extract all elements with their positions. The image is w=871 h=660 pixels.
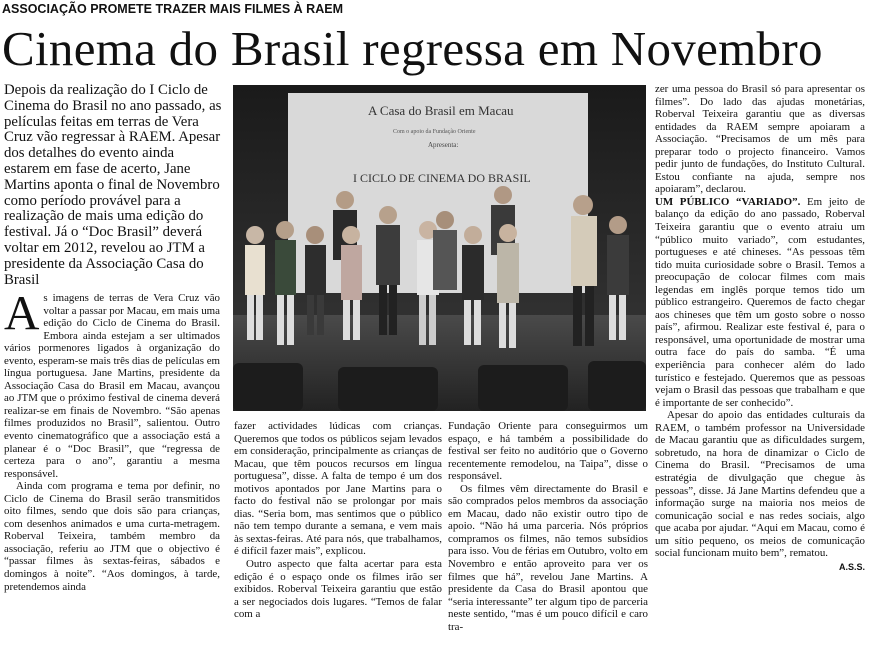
col4-paragraph-1: zer uma pessoa do Brasil só para apresentar os filmes”. Do lado das ajudas monetárias, Roberval Teixeira garantiu que as diversas entidades da RAEM sempre apoiaram a Associação. “Precisamos de um mês para preparar todo o projecto financeiro. Vamos pedir junto de fundações, do Instituto Cultural. Estou confiante na ajuda, sempre nos apoiaram”, declarou. — [655, 83, 865, 196]
subheading: UM PÚBLICO “VARIADO”. — [655, 195, 801, 208]
col3-paragraph-2: Os filmes vêm directamente do Brasil e são comprados pelos membros da associação em Macau, dado não existir outro tipo de apoio. “Não há uma parceria. Nós próprios compramos os filmes, não temos subsídios para isso. Vou de férias em Outubro, volto em Novembro e então aproveito para ver os filmes que há”, revelou Jane Martins. A presidente da Casa do Brasil apontou que “seria interessante” ter algum tipo de parceria neste sentido, “mas é um pouco difícil e caro tra- — [448, 482, 648, 633]
article-column-2 — [234, 420, 442, 621]
col1-paragraph-1: s imagens de terras de Vera Cruz vão voltar a passar por Macau, em mais uma edição do Ciclo de Cinema do Brasil. Embora ainda estejam a ser ultimados vários pormenores ligados à organização do evento, esperam-se mais três dias de películas em língua portuguesa. Jane Martins, presidente da Associação Casa do Brasil em Macau, avançou ao JTM que o próximo festival de cinema deverá realizar-se em finais de Novembro. “São apenas filmes produzidos no Brasil”, salientou. Outro evento cinematográfico que a associação está a planear é o “Doc Brasil”, que “regressa de certeza para o ano”, garantiu a mesma responsável. — [4, 292, 220, 480]
kicker: ASSOCIAÇÃO PROMETE TRAZER MAIS FILMES À RAEM — [2, 2, 862, 20]
col2-paragraph-1: fazer actividades lúdicas com crianças. Queremos que todos os públicos sejam levados em consideração, principalmente as crianças de Macau, que têm poucos recursos em língua portuguesa”, disse. A falta de tempo é um dos motivos apontados por Jane Martins para o facto do festival não se prolongar por mais dias. “Seria bom, mas sentimos que o público não tem tempo durante a semana, e vem mais às sextas-feiras. Até para nós, que trabalhamos, é difícil fazer mais”, explicou. — [234, 420, 442, 558]
col3-paragraph-1: Fundação Oriente para conseguirmos um espaço, e há também a possibilidade do festival ser feito no auditório que o Governo recentemente remodelou, na Taipa”, disse o responsável. — [448, 420, 648, 483]
col1-paragraph-2: Ainda com programa e tema por definir, no Ciclo de Cinema do Brasil serão transmitidos oito filmes, sendo que dois são para crianças, com desenhos animados e uma curta-metragem. Roberval Teixeira, também membro da associação, referiu ao JTM que o objectivo é “passar filmes às sextas-feiras, sábados e domingos à noite”. “Aos domingos, à tarde, pretendemos ainda — [4, 480, 220, 593]
screen-banner-event: I CICLO DE CINEMA DO BRASIL — [353, 171, 531, 185]
col2-paragraph-2: Outro aspecto que falta acertar para esta edição é o espaço onde os filmes irão ser exibidos. Roberval Teixeira garantiu que estão a ser negociados dois lugares. “Temos de falar com a — [234, 558, 442, 621]
article-column-1 — [4, 285, 220, 593]
col4-paragraph-2: Em jeito de balanço da edição do ano passado, Roberval Teixeira garantiu que o evento atraiu um “público muito variado”, com estudantes, portugueses e até chineses. “As pessoas têm tido muita curiosidade sobre o Brasil. Temos a preocupação de colocar filmes com mais legendas em inglês porque temos tido um público estrangeiro. Queremos de facto chegar aos chineses que têm um gosto sobre o nosso país”, afirmou. Realizar este festival é, para o responsável, uma oportunidade de mostrar uma outra face do país do samba. “É uma experiência para conhecer além do lado turístico e festejado. Queremos que as pessoas vejam o Brasil das pessoas que trabalham e que é importante de ser conhecido”. — [655, 195, 865, 409]
drop-cap: A — [4, 285, 40, 340]
screen-banner-support: Com o apoio da Fundação Oriente — [393, 129, 476, 135]
article-column-3 — [448, 420, 648, 633]
headline: Cinema do Brasil regressa em Novembro — [2, 21, 823, 76]
article-column-4 — [655, 83, 865, 573]
event-photo — [233, 85, 646, 411]
author-signature: A.S.S. — [838, 561, 865, 572]
screen-banner-title: A Casa do Brasil em Macau — [368, 103, 514, 118]
col4-paragraph-3: Apesar do apoio das entidades culturais da RAEM, o também professor na Universidade de Macau garantiu que as dificuldades surgem, sobretudo, na hora de dinamizar o Ciclo de Cinema do Brasil. “Precisamos de uma estratégia de divulgação que chegue às pessoas”, disse. Já Jane Martins defendeu que a informação surge na maioria nos meios de comunicação social e nas redes sociais, algo que acaba por ajudar. “Aqui em Macau, como é um sítio pequeno, os meios de comunicação social funcionam muito bem”, rematou. — [655, 409, 865, 560]
screen-banner-presents: Apresenta: — [428, 141, 459, 149]
lead-paragraph: Depois da realização do I Ciclo de Cinema do Brasil no ano passado, as películas feitas em terras de Vera Cruz vão regressar à RAEM. Apesar dos detalhes do evento ainda estarem em fase de acerto, Jane Martins aponta o final de Novembro como período provável para a realização de mais uma edição do festival. Já o “Doc Brasil” deverá voltar em 2012, revelou ao JTM a presidente da Associação Casa do Brasil — [4, 82, 222, 288]
